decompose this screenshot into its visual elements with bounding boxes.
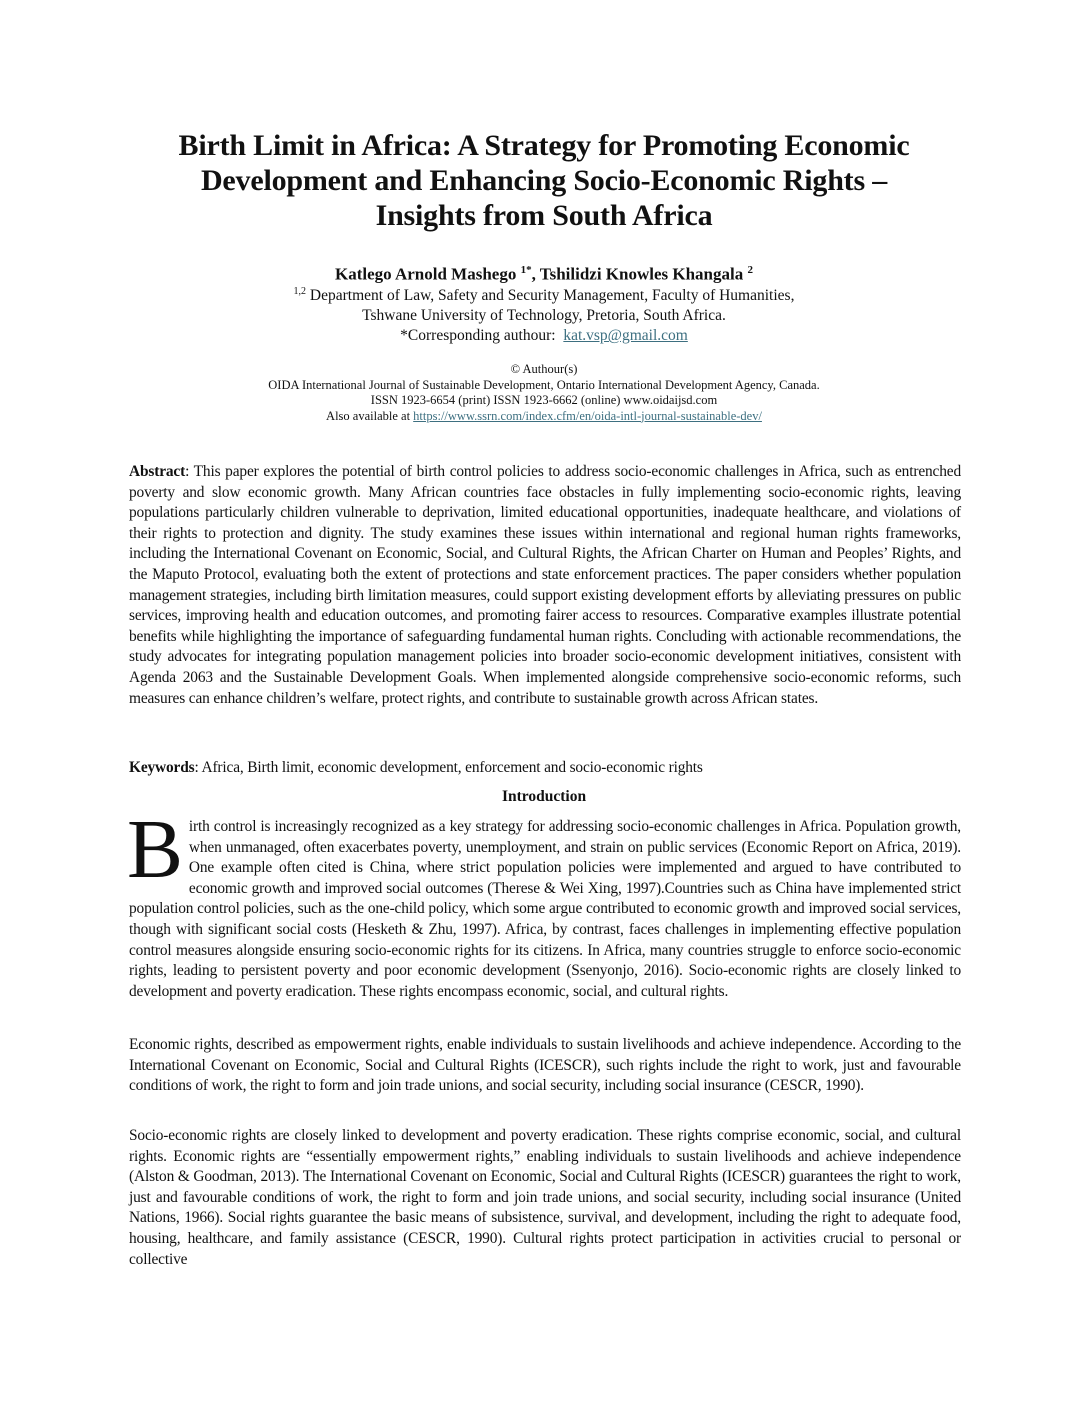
affiliation-text: Department of Law, Safety and Security Management, Faculty of Humanities, [306, 287, 795, 305]
keywords-label: Keywords [129, 759, 195, 776]
corresponding-author [100, 326, 988, 346]
email-link[interactable]: kat.vsp@gmail.com [563, 327, 688, 345]
intro-paragraph-3: Socio-economic rights are closely linked to development and poverty eradication. These rights comprise economic, social, and cultural rights. Economic rights are “essentially empowerment rights,” enabling individuals to sustain livelihoods and achieve independence (Alston & Goodman, 2013). The International Covenant on Economic, Social and Cultural Rights (ICESCR) guarantees the right to work, just and favourable conditions of work, the right to form and join trade unions, and social security, including social insurance (United Nations, 1966). Social rights guarantee the basic means of subsistence, survival, and development, including the right to adequate food, housing, healthcare, and family assistance (CESCR, 1990). Cultural rights protect participation in activities crucial to personal or collective [129, 1127, 961, 1268]
abstract-text: : This paper explores the potential of birth control policies to address socio-economic challenges in Africa, such as entrenched poverty and slow economic growth. Many African countries face obstacles in fully implementing socio-economic rights, leaving populations particularly children vulnerable to deprivation, limited educational opportunities, inadequate healthcare, and violations of their rights to protection and dignity. The study examines these issues within international and regional human rights frameworks, including the International Covenant on Economic, Social, and Cultural Rights, the African Charter on Human and Peoples’ Rights, and the Maputo Protocol, evaluating both the extent of protections and state enforcement practices. The paper considers whether population management strategies, including birth limitation measures, could support existing development efforts by alleviating pressures on public services, improving health and education outcomes, and promoting fairer access to resources. Comparative examples illustrate potential benefits while highlighting the importance of safeguarding fundamental human rights. Concluding with actionable recommendations, the study advocates for integrating population management policies into broader socio-economic development initiatives, consistent with Agenda 2063 and the Sustainable Development Goals. When implemented alongside comprehensive socio-economic reforms, such measures can enhance children’s welfare, protect rights, and contribute to sustainable growth across African states. [129, 463, 961, 707]
author-superscript: 1* [520, 264, 532, 276]
drop-cap: B [127, 803, 183, 896]
abstract [129, 462, 961, 709]
keywords [129, 758, 961, 779]
author-name: Tshilidzi Knowles Khangala [539, 264, 744, 284]
ssrn-link[interactable]: https://www.ssrn.com/index.cfm/en/oida-intl-journal-sustainable-dev/ [413, 408, 762, 423]
affiliation [100, 282, 988, 346]
abstract-label: Abstract [129, 463, 186, 480]
copyright-line: © Authour(s) [510, 362, 578, 376]
affiliation-superscript: 1,2 [293, 286, 307, 297]
keywords-text: : Africa, Birth limit, economic development, enforcement and socio-economic rights [194, 759, 703, 776]
availability-line [100, 409, 988, 425]
title-line: Development and Enhancing Socio-Economic Rights – [200, 164, 888, 197]
paragraph-text: irth control is increasingly recognized as a key strategy for addressing socio-economic challenges in Africa. Population growth, when unmanaged, often exacerbates poverty, unemployment, and strain on public services (Economic Report on Africa, 2019). One example often cited is China, where strict population policies were implemented and argued to have contributed to economic growth and improved social outcomes (Therese & Wei Xing, 1997).Countries such as China have implemented strict population control policies, such as the one-child policy, which some argue contributed to economic growth and improved social services, though with significant social costs (Hesketh & Zhu, 1997). Africa, by contrast, faces challenges in implementing effective population control measures alongside ensuring socio-economic rights for its citizens. In Africa, many countries struggle to enforce socio-economic rights, leading to persistent poverty and poor economic development (Ssenyonjo, 2016). Socio-economic rights are closely linked to development and poverty eradication. These rights encompass economic, social, and cultural rights. [129, 818, 961, 1000]
intro-paragraph-1 [127, 803, 961, 1002]
issn-line: ISSN 1923-6654 (print) ISSN 1923-6662 (online) www.oidaijsd.com [370, 393, 718, 407]
journal-line: OIDA International Journal of Sustainable Development, Ontario International Development Agency, Canada. [268, 377, 820, 392]
section-heading-introduction: Introduction [501, 788, 587, 805]
publication-info [100, 362, 988, 424]
availability-label: Also available at [326, 408, 414, 423]
author-name: Katlego Arnold Mashego [335, 264, 517, 284]
corresponding-label: *Corresponding authour: [400, 327, 564, 345]
affiliation-line-2: Tshwane University of Technology, Pretoria, South Africa. [362, 307, 726, 325]
intro-paragraph-2: Economic rights, described as empowerment rights, enable individuals to sustain livelihoods and achieve independence. According to the International Covenant on Economic, Social and Cultural Rights (ICESCR), such rights include the right to work, just and favourable conditions of work, the right to form and join trade unions, and social security, including social insurance (CESCR, 1990). [129, 1036, 961, 1095]
title-line: Birth Limit in Africa: A Strategy for Promoting Economic [178, 129, 910, 162]
affiliation-line-1 [100, 282, 988, 306]
author-list [100, 260, 988, 285]
paper-title [100, 128, 988, 233]
title-line: Insights from South Africa [375, 199, 713, 232]
author-superscript: 2 [747, 264, 753, 276]
author-separator: , [531, 264, 540, 284]
